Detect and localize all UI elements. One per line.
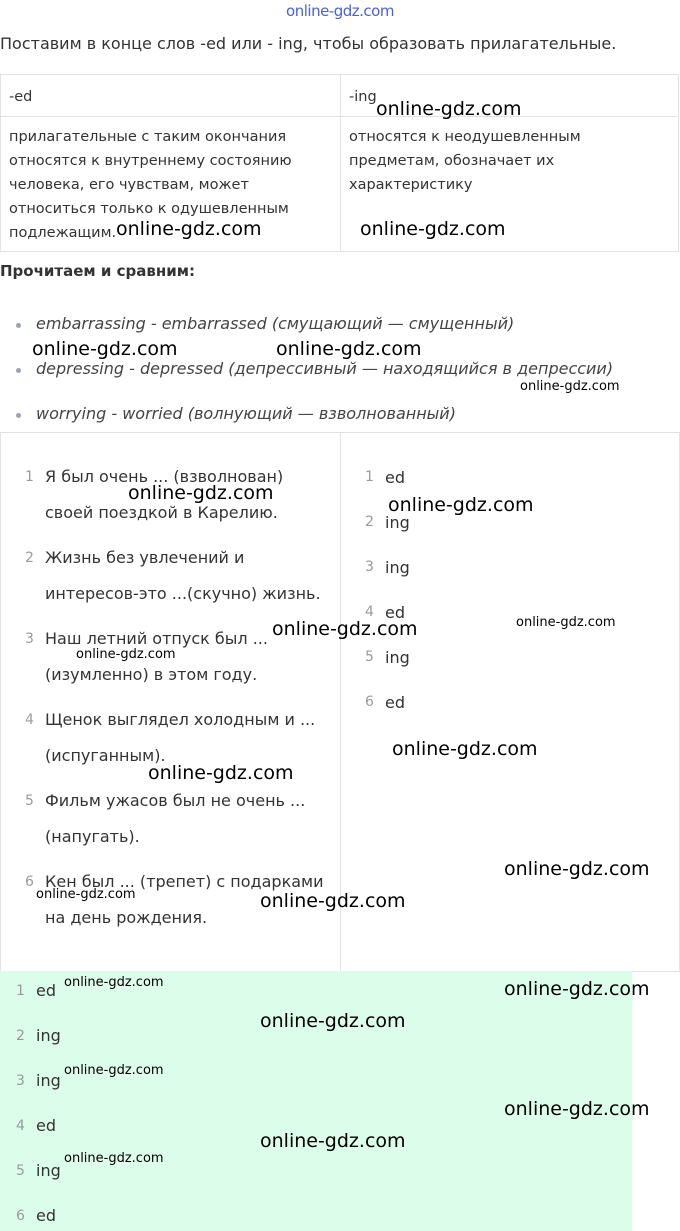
answer-number: 4 [16, 1118, 25, 1134]
option-text: ed [385, 693, 405, 712]
watermark: online-gdz.com [36, 887, 136, 902]
option-number: 6 [365, 694, 374, 710]
site-link[interactable]: online-gdz.com [286, 2, 394, 20]
question-line: Фильм ужасов был не очень ... [45, 791, 306, 810]
watermark: online-gdz.com [260, 1130, 406, 1152]
table-cell-ing [349, 125, 581, 197]
answer-number: 1 [16, 983, 25, 999]
table-header-ed: -ed [9, 89, 33, 105]
question-line: (испуганным). [45, 746, 166, 765]
question-line: (изумленно) в этом году. [45, 665, 258, 684]
question-number: 4 [25, 712, 34, 728]
watermark: online-gdz.com [276, 338, 422, 360]
question-line: Наш летний отпуск был ... [45, 629, 268, 648]
question-line: Жизнь без увлечений и [45, 548, 245, 567]
table-cell-line: человека, его чувствам, может [9, 177, 249, 193]
section-heading: Прочитаем и сравним: [0, 262, 195, 280]
question-line: (напугать). [45, 827, 140, 846]
option-text: ed [385, 468, 405, 487]
watermark: online-gdz.com [520, 379, 620, 394]
watermark: online-gdz.com [360, 218, 506, 240]
watermark: online-gdz.com [376, 98, 522, 120]
watermark: online-gdz.com [116, 218, 262, 240]
table-cell-line: подлежащим. [9, 225, 117, 241]
table-cell-line: характеристику [349, 177, 473, 193]
watermark: online-gdz.com [76, 647, 176, 662]
example-text: depressing - depressed (депрессивный — находящийся в депрессии) [36, 359, 614, 378]
option-number: 4 [365, 604, 374, 620]
table-cell-line: относиться только к одушевленным [9, 201, 289, 217]
answer-number: 2 [16, 1028, 25, 1044]
bullet-icon [16, 323, 21, 328]
answer-text: ed [36, 1116, 56, 1135]
watermark: online-gdz.com [516, 615, 616, 630]
watermark: online-gdz.com [32, 338, 178, 360]
option-text: ing [385, 513, 410, 532]
table-row-divider [1, 116, 678, 117]
question-number: 3 [25, 631, 34, 647]
answer-text: ing [36, 1071, 61, 1090]
question-line: своей поездкой в Карелию. [45, 503, 278, 522]
example-text: embarrassing - embarrassed (смущающий — смущенный) [36, 314, 515, 333]
answer-number: 3 [16, 1073, 25, 1089]
option-text: ing [385, 558, 410, 577]
watermark: online-gdz.com [504, 1098, 650, 1120]
watermark: online-gdz.com [260, 1010, 406, 1032]
option-number: 3 [365, 559, 374, 575]
comparison-table [0, 74, 679, 252]
table-cell-line: относятся к неодушевленным [349, 129, 581, 145]
table-cell-line: предметам, обозначает их [349, 153, 555, 169]
answer-text: ing [36, 1161, 61, 1180]
option-text: ed [385, 603, 405, 622]
watermark: online-gdz.com [64, 1151, 164, 1166]
table-column-divider [340, 75, 341, 251]
question-line: интересов-это ...(скучно) жизнь. [45, 584, 321, 603]
watermark: online-gdz.com [260, 890, 406, 912]
watermark: online-gdz.com [272, 618, 418, 640]
answer-text: ing [36, 1026, 61, 1045]
option-number: 1 [365, 469, 374, 485]
option-number: 5 [365, 649, 374, 665]
question-line: Я был очень ... (взволнован) [45, 467, 284, 486]
answer-number: 6 [16, 1208, 25, 1224]
option-text: ing [385, 648, 410, 667]
question-line: на день рождения. [45, 908, 208, 927]
question-number: 6 [25, 874, 34, 890]
watermark: online-gdz.com [64, 975, 164, 990]
option-number: 2 [365, 514, 374, 530]
task-instruction: Поставим в конце слов -ed или - ing, чтобы образовать прилагательные. [0, 34, 617, 53]
question-line: Щенок выглядел холодным и ... [45, 710, 316, 729]
question-line: Кен был ... (трепет) с подарками [45, 872, 324, 891]
question-text [45, 540, 321, 612]
watermark: online-gdz.com [504, 858, 650, 880]
bullet-icon [16, 413, 21, 418]
answer-text: ed [36, 1206, 56, 1225]
answer-number: 5 [16, 1163, 25, 1179]
question-text [45, 783, 305, 855]
table-header-ing: -ing [349, 89, 377, 105]
watermark: online-gdz.com [392, 738, 538, 760]
watermark: online-gdz.com [148, 762, 294, 784]
table-cell-line: прилагательные с таким окончания [9, 129, 287, 145]
table-cell-line: относятся к внутреннему состоянию [9, 153, 292, 169]
question-number: 1 [25, 469, 34, 485]
question-number: 5 [25, 793, 34, 809]
bullet-icon [16, 368, 21, 373]
answer-text: ed [36, 981, 56, 1000]
watermark: online-gdz.com [388, 494, 534, 516]
example-text: worrying - worried (волнующий — взволнованный) [36, 404, 456, 423]
watermark: online-gdz.com [64, 1063, 164, 1078]
watermark: online-gdz.com [128, 482, 274, 504]
question-number: 2 [25, 550, 34, 566]
watermark: online-gdz.com [504, 978, 650, 1000]
